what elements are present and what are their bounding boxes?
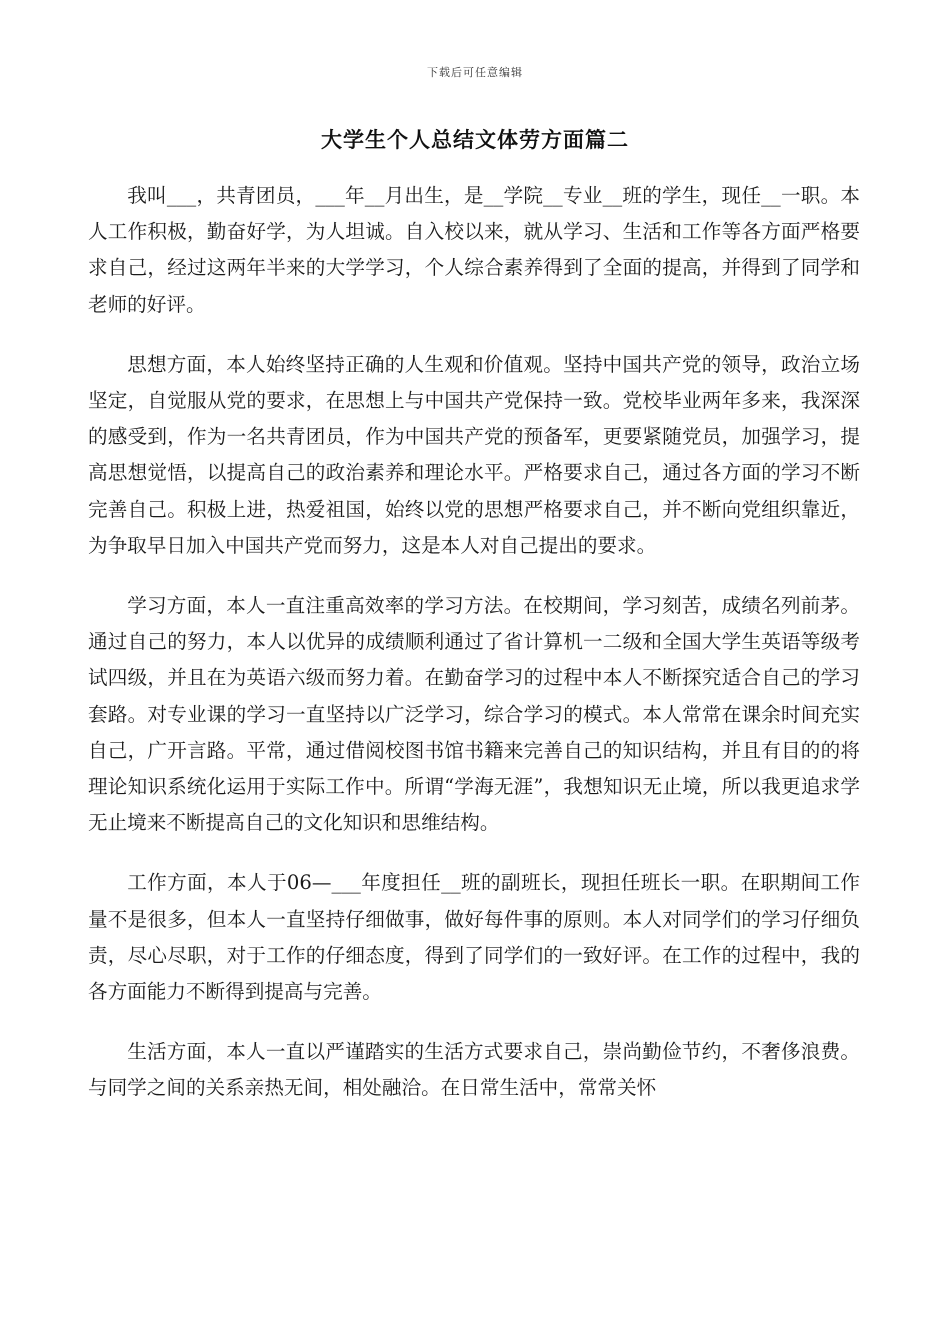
document-title: 大学生个人总结文体劳方面篇二 (321, 127, 629, 152)
paragraph-work: 工作方面，本人于06—___年度担任__班的副班长，现担任班长一职。在职期间工作量不是很多，但本人一直坚持仔细做事，做好每件事的原则。本人对同学们的学习仔细负责，尽心尽职，对于工作的仔细态度，得到了同学们的一致好评。在工作的过程中，我的各方面能力不断得到提高与完善。 (88, 871, 860, 1004)
header-note: 下载后可任意编辑 (427, 66, 523, 79)
paragraph-study: 学习方面，本人一直注重高效率的学习方法。在校期间，学习刻苦，成绩名列前茅。通过自己的努力，本人以优异的成绩顺利通过了省计算机一二级和全国大学生英语等级考试四级，并且在为英语六级而努力着。在勤奋学习的过程中本人不断探究适合自己的学习套路。对专业课的学习一直坚持以广泛学习，综合学习的模式。本人常常在课余时间充实自己，广开言路。平常，通过借阅校图书馆书籍来完善自己的知识结构，并且有目的的将理论知识系统化运用于实际工作中。所谓“学海无涯”，我想知识无止境，所以我更追求学无止境来不断提高自己的文化知识和思维结构。 (88, 594, 860, 835)
paragraph-thought: 思想方面，本人始终坚持正确的人生观和价值观。坚持中国共产党的领导，政治立场坚定，自觉服从党的要求，在思想上与中国共产党保持一致。党校毕业两年多来，我深深的感受到，作为一名共青团员，作为中国共产党的预备军，更要紧随党员，加强学习，提高思想觉悟，以提高自己的政治素养和理论水平。严格要求自己，通过各方面的学习不断完善自己。积极上进，热爱祖国，始终以党的思想严格要求自己，并不断向党组织靠近，为争取早日加入中国共产党而努力，这是本人对自己提出的要求。 (88, 352, 860, 557)
document-body (88, 178, 860, 1131)
paragraph-intro: 我叫___，共青团员，___年__月出生，是__学院__专业__班的学生，现任__一职。本人工作积极，勤奋好学，为人坦诚。自入校以来，就从学习、生活和工作等各方面严格要求自己，经过这两年半来的大学学习，个人综合素养得到了全面的提高，并得到了同学和老师的好评。 (88, 184, 860, 316)
paragraph-life: 生活方面，本人一直以严谨踏实的生活方式要求自己，崇尚勤俭节约，不奢侈浪费。与同学之间的关系亲热无间，相处融洽。在日常生活中，常常关怀 (88, 1040, 860, 1100)
